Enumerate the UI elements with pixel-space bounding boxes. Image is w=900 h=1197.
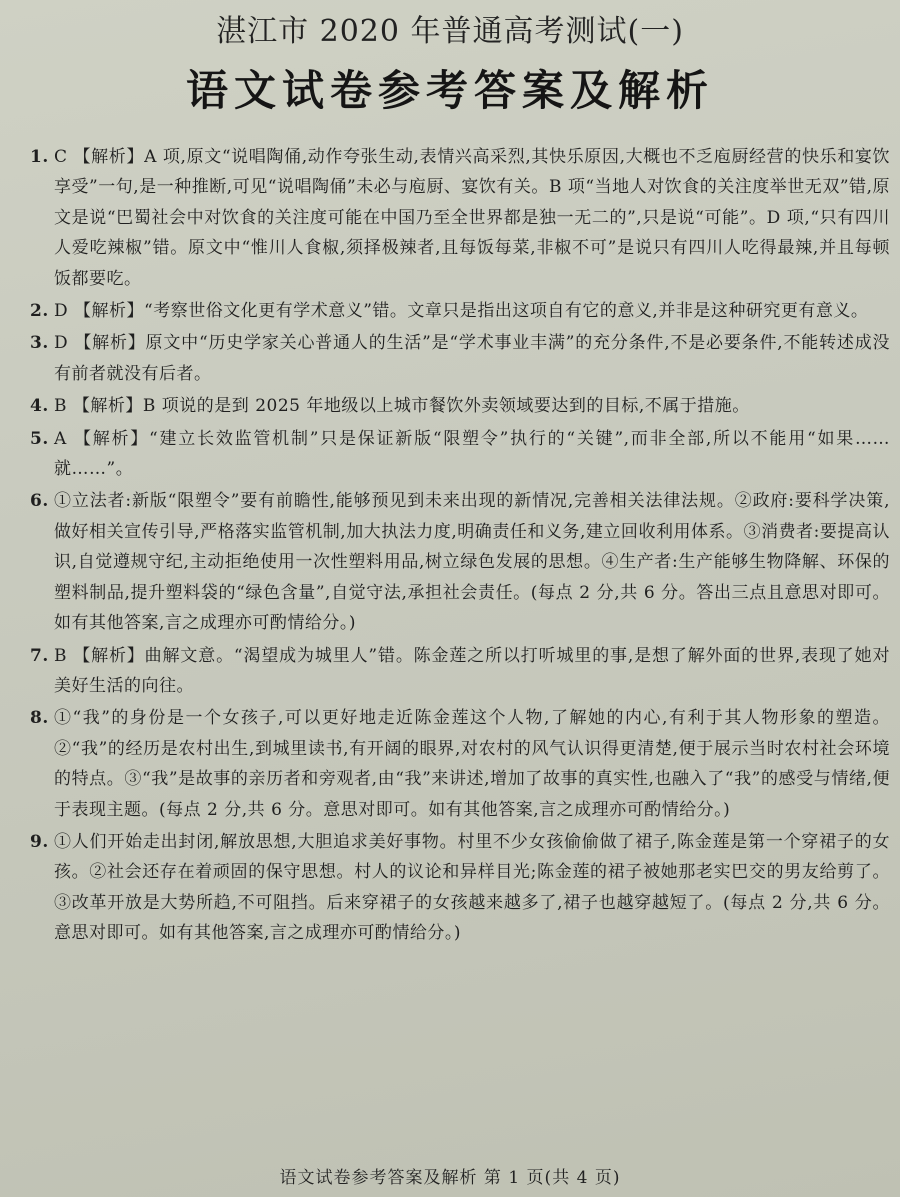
answer-number: 9. (30, 831, 49, 852)
answer-number: 7. (30, 645, 49, 666)
answer-list (30, 142, 890, 951)
answer-text: ①人们开始走出封闭,解放思想,大胆追求美好事物。村里不少女孩偷偷做了裙子,陈金莲是第一个穿裙子的女孩。②社会还存在着顽固的保守思想。村人的议论和异样目光;陈金莲的裙子被她那老实巴交的男友给剪了。③改革开放是大势所趋,不可阻挡。后来穿裙子的女孩越来越多了,裙子也越穿越短了。(每点 2 分,共 6 分。意思对即可。如有其他答案,言之成理亦可酌情给分。) (54, 831, 890, 944)
document-title: 语文试卷参考答案及解析 (185, 66, 714, 115)
answer-item-3 (30, 328, 890, 389)
answer-item-6 (30, 486, 890, 638)
answer-text: ①立法者:新版“限塑令”要有前瞻性,能够预见到未来出现的新情况,完善相关法律法规。②政府:要科学决策,做好相关宣传引导,严格落实监管机制,加大执法力度,明确责任和义务,建立回收利用体系。③消费者:要提高认识,自觉遵规守纪,主动拒绝使用一次性塑料用品,树立绿色发展的思想。④生产者:生产能够生物降解、环保的塑料制品,提升塑料袋的“绿色含量”,自觉守法,承担社会责任。(每点 2 分,共 6 分。答出三点且意思对即可。如有其他答案,言之成理亦可酌情给分。) (54, 491, 890, 634)
answer-item-4 (30, 391, 890, 421)
answer-text: D 【解析】“考察世俗文化更有学术意义”错。文章只是指出这项自有它的意义,并非是这种研究更有意义。 (54, 301, 869, 322)
answer-item-2 (30, 296, 890, 326)
answer-text: ①“我”的身份是一个女孩子,可以更好地走近陈金莲这个人物,了解她的内心,有利于其人物形象的塑造。②“我”的经历是农村出生,到城里读书,有开阔的眼界,对农村的风气认识得更清楚,便于展示当时农村社会环境的特点。③“我”是故事的亲历者和旁观者,由“我”来讲述,增加了故事的真实性,也融入了“我”的感受与情绪,便于表现主题。(每点 2 分,共 6 分。意思对即可。如有其他答案,言之成理亦可酌情给分。) (54, 708, 890, 820)
answer-text: D 【解析】原文中“历史学家关心普通人的生活”是“学术事业丰满”的充分条件,不是必要条件,不能转述成没有前者就没有后者。 (54, 333, 890, 384)
answer-item-5 (30, 424, 890, 485)
answer-number: 2. (30, 301, 49, 322)
answer-text: C 【解析】A 项,原文“说唱陶俑,动作夸张生动,表情兴高采烈,其快乐原因,大概也不乏庖厨经营的快乐和宴饮享受”一句,是一种推断,可见“说唱陶俑”未必与庖厨、宴饮有关。B 项“当地人对饮食的关注度举世无双”错,原文是说“巴蜀社会中对饮食的关注度可能在中国乃至全世界都是独一无二的”,只是说“可能”。D 项,“只有四川人爱吃辣椒”错。原文中“惟川人食椒,须择极辣者,且每饭每菜,非椒不可”是说只有四川人吃得最辣,并且每顿饭都要吃。 (54, 147, 890, 289)
answer-number: 8. (30, 708, 49, 729)
answer-text: A 【解析】“建立长效监管机制”只是保证新版“限塑令”执行的“关键”,而非全部,所以不能用“如果……就……”。 (54, 428, 890, 480)
answer-text: B 【解析】曲解文意。“渴望成为城里人”错。陈金莲之所以打听城里的事,是想了解外面的世界,表现了她对美好生活的向往。 (54, 645, 890, 696)
exam-title: 湛江市 2020 年普通高考测试(一) (216, 14, 684, 49)
answer-number: 1. (30, 147, 49, 167)
answer-number: 5. (30, 428, 49, 449)
answer-number: 6. (30, 491, 49, 512)
page-footer: 语文试卷参考答案及解析 第 1 页(共 4 页) (279, 1168, 621, 1188)
answer-item-8 (30, 703, 890, 825)
answer-number: 3. (30, 333, 49, 354)
answer-item-7 (30, 641, 890, 702)
answer-number: 4. (30, 396, 49, 417)
answer-item-1 (30, 142, 890, 294)
answer-item-9 (30, 827, 890, 949)
answer-text: B 【解析】B 项说的是到 2025 年地级以上城市餐饮外卖领域要达到的目标,不属于措施。 (54, 396, 750, 417)
